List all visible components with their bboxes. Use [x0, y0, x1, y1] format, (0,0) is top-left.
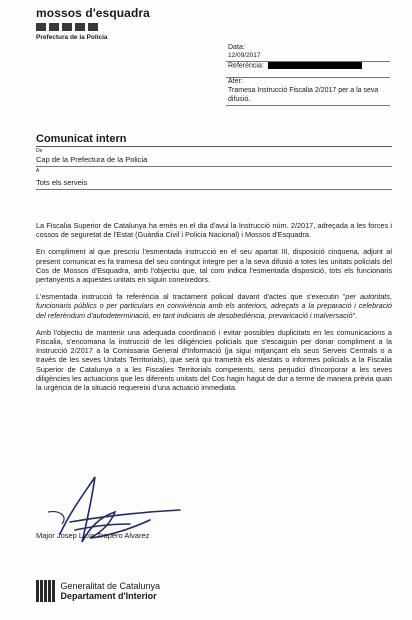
reference-row [226, 62, 390, 78]
memo-title: Comunicat intern [36, 133, 392, 147]
to-value: Tots els serveis [36, 177, 392, 190]
footer-line-2: Departament d'Interior [60, 591, 157, 601]
from-value: Cap de la Prefectura de la Policia [36, 154, 392, 167]
brand-title: mossos d'esquadra [36, 6, 150, 20]
to-label: A [36, 168, 40, 174]
letterhead [36, 6, 150, 41]
footer-line-1: Generalitat de Catalunya [60, 581, 161, 591]
from-label: De [36, 148, 43, 154]
redaction-bar [268, 62, 362, 69]
subject-label: Afer: [228, 78, 243, 86]
memo-body [36, 221, 392, 400]
metadata-box [226, 44, 390, 106]
subject-value: Tramesa Instrucció Fiscalia 2/2017 per a la seva difusió. [228, 87, 379, 104]
internal-memo-header [36, 133, 392, 190]
paragraph-1: La Fiscalia Superior de Catalunya ha emès en el dia d'avui la Instrucció núm. 2/2017, adreçada a les forces i cossos de seguretat de l'Estat (Guàrdia Civil i Policia Nacional) i Mossos d'Esquadra. [36, 221, 392, 240]
brand-subtitle: Prefectura de la Policia [36, 34, 108, 41]
date-label: Data: [228, 44, 245, 51]
paragraph-2: En compliment al que prescriu l'esmentada instrucció en el seu apartat III, disposició cinquena, adjunt al present comunicat es fa tramesa del seu contingut íntegre per a la seva difusió a totes les unitats policials del Cos de Mossos d'Esquadra, amb l'objectiu que, tal com indica l'esmentada disposició, tots els funcionaris pertanyents a aquestes unitats en siguin coneixedors. [36, 247, 392, 285]
generalitat-logo-icon [36, 580, 55, 602]
paragraph-4: Amb l'objectiu de mantenir una adequada coordinació i evitar possibles duplicitats en les comunicacions a Fiscalia, s'encomana la instrucció de les diligències policials que s'escaiguin per donar compliment a la Instrucció 2/2017 a la Comissaria General d'Informació (ja sigui mitjançant els seus Serveis Centrals o a través de les seves Unitats Territorials), que serà qui trametrà els atestats o informes policials a la Fiscalia Superior de Catalunya o a les Fiscalies Territorials competents, sens perjudici d'incorporar a les seves diligències les actuacions que les diferents unitats del Cos hagin hagut de dur a terme de manera prèvia quan la urgència de la situació requereixi d'una actuació immediata. [36, 327, 392, 393]
date-row [226, 44, 390, 62]
paragraph-3: L'esmentada instrucció fa referència al tractament policial davant d'actes que s'executin "per autoritats, funcionaris públics o per particulars en connivència amb els anteriors, adreçats a la preparació i celebració del referèndum d'autodeterminació, en tant indiciaris de desobediència, prevaricació i malversació". [36, 292, 392, 320]
reference-label: Referència: [228, 62, 390, 70]
handwritten-signature [40, 472, 200, 552]
brand-logo-squares [36, 23, 150, 31]
footer-logo [36, 580, 160, 602]
signatory-name: Major Josep Lluís Trapero Alvarez [36, 531, 150, 540]
subject-row [226, 78, 390, 106]
date-value: 12/09/2017 [228, 52, 261, 59]
